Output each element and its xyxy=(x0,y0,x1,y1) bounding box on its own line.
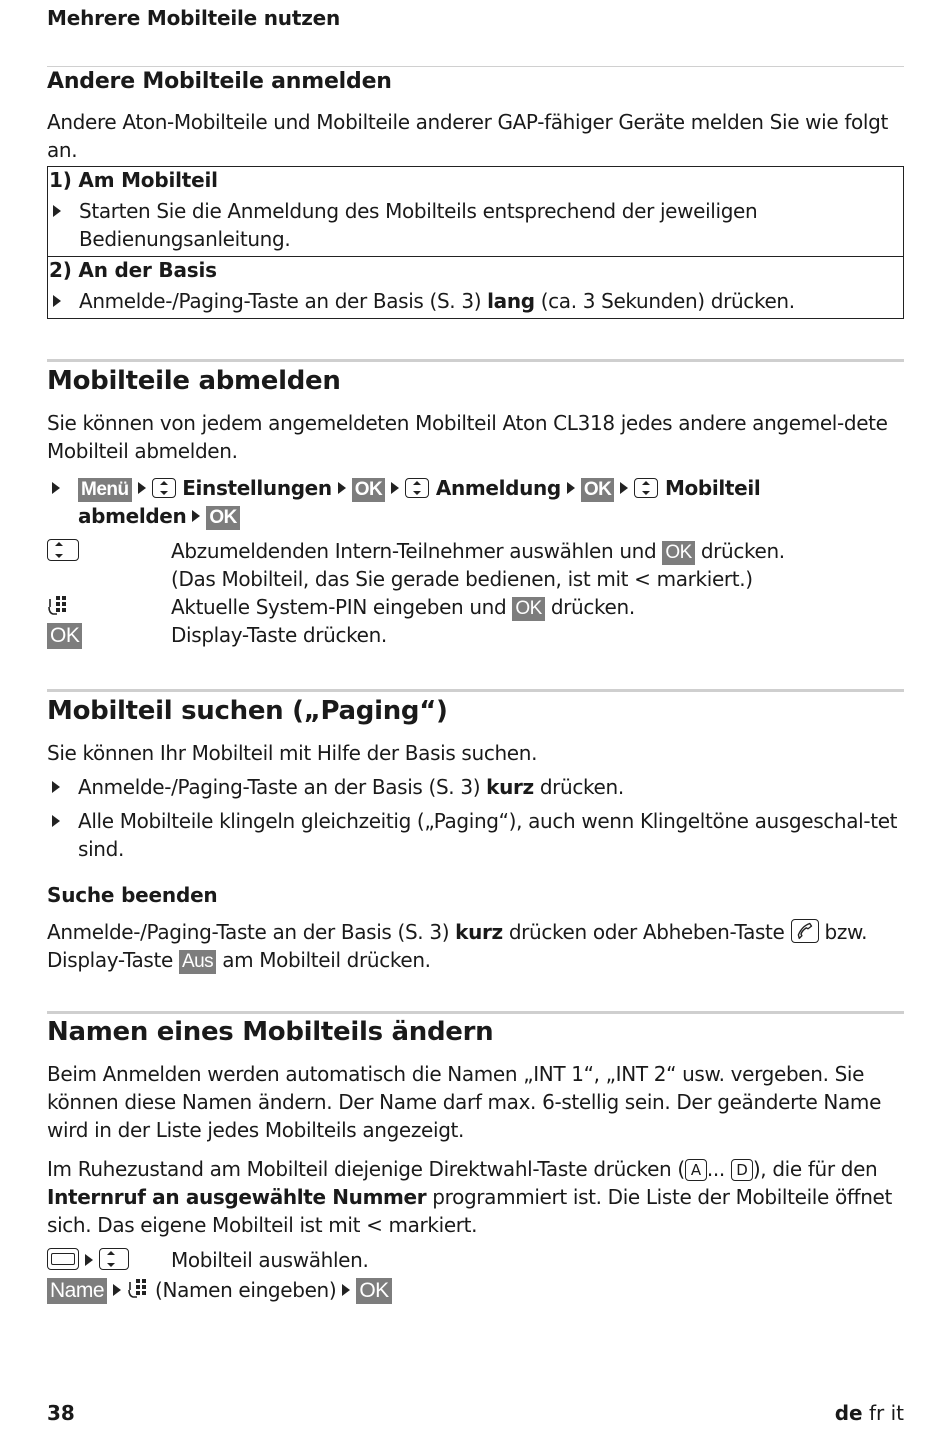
end-search-text: Anmelde-/Paging-Taste an der Basis (S. 3) kurz drücken oder Abheben-Taste bzw. Display-Taste Aus am Mobilteil drücken. xyxy=(47,920,868,972)
step-arrow-icon xyxy=(391,482,399,494)
ok-key: OK xyxy=(47,623,82,649)
nav-key-icon xyxy=(47,539,79,561)
language-indicator: de fr it xyxy=(834,1401,904,1425)
section-title-register: Andere Mobilteile anmelden xyxy=(47,69,392,94)
deregister-step-pin: Aktuelle System-PIN eingeben und OK drücken. xyxy=(171,595,635,619)
direct-key-icon xyxy=(47,1248,79,1270)
section-intro-paging: Sie können Ihr Mobilteil mit Hilfe der Basis suchen. xyxy=(47,741,538,765)
section-title-rename: Namen eines Mobilteils ändern xyxy=(47,1017,494,1047)
deregister-step-select: Abzumeldenden Intern-Teilnehmer auswählen und OK drücken. (Das Mobilteil, das Sie gerade bedienen, ist mit < markiert.) xyxy=(171,539,785,591)
step-arrow-icon xyxy=(342,1284,350,1296)
ok-key: OK xyxy=(662,541,694,565)
step-bullet-base: Anmelde-/Paging-Taste an der Basis (S. 3) lang (ca. 3 Sekunden) drücken. xyxy=(48,287,903,315)
section-rule xyxy=(47,1011,904,1014)
ok-key: OK xyxy=(206,506,240,530)
bullet-arrow-icon xyxy=(53,295,61,307)
step-arrow-icon xyxy=(338,482,346,494)
nav-key-icon xyxy=(634,478,658,498)
section-intro-register: Andere Aton-Mobilteile und Mobilteile anderer GAP-fähiger Geräte melden Sie wie folgt an. xyxy=(47,110,888,162)
ok-key: OK xyxy=(356,1278,391,1304)
keypad-icon xyxy=(47,595,69,617)
section-title-paging: Mobilteil suchen („Paging“) xyxy=(47,696,448,726)
nav-key-icon xyxy=(152,478,176,498)
step-arrow-icon xyxy=(620,482,628,494)
paging-bullet-ring: Alle Mobilteile klingeln gleichzeitig („Paging“), auch wenn Klingeltöne ausgeschal-tet sind. xyxy=(47,807,904,863)
section-title-deregister: Mobilteile abmelden xyxy=(47,366,341,396)
bullet-arrow-icon xyxy=(52,815,60,827)
ok-key: OK xyxy=(512,597,544,621)
bullet-arrow-icon xyxy=(52,781,60,793)
step-bullet-handset: Starten Sie die Anmeldung des Mobilteils entsprechend der jeweiligen Bedienungsanleitung. xyxy=(48,197,903,253)
nav-key-icon xyxy=(99,1248,129,1270)
nav-key-icon xyxy=(405,478,429,498)
step-arrow-icon xyxy=(113,1284,121,1296)
section-rule xyxy=(47,359,904,362)
rename-intro: Beim Anmelden werden automatisch die Namen „INT 1“, „INT 2“ usw. vergeben. Sie können diese Namen ändern. Der Name darf max. 6-stellig sein. Der geänderte Name wird in der Liste jedes Mobilteils angezeigt. xyxy=(47,1062,882,1142)
key-d-icon: D xyxy=(731,1159,753,1181)
name-key: Name xyxy=(47,1278,107,1304)
rename-step-name: Name (Namen eingeben) OK xyxy=(47,1276,547,1304)
step-heading-base: 2) An der Basis xyxy=(49,258,217,282)
rename-instructions: Im Ruhezustand am Mobilteil diejenige Direktwahl-Taste drücken ( A ... D ), die für den Internruf an ausgewählte Nummer programmiert ist. Die Liste der Mobilteile öffnet sich. Das eigene Mobilteil ist mit < markiert. xyxy=(47,1157,892,1237)
phone-key-icon xyxy=(791,919,819,943)
menu-path-deregister: Menü Einstellungen OK Anmeldung OK Mobilteil abmelden OK xyxy=(47,474,904,530)
register-steps-box xyxy=(47,166,904,319)
header-rule xyxy=(47,66,904,67)
paging-bullet-press: Anmelde-/Paging-Taste an der Basis (S. 3) kurz drücken. xyxy=(47,773,904,801)
bullet-arrow-icon xyxy=(53,205,61,217)
ok-key: OK xyxy=(581,478,615,502)
step-arrow-icon xyxy=(567,482,575,494)
bullet-arrow-icon xyxy=(52,482,60,494)
step-arrow-icon xyxy=(192,510,200,522)
step-heading-handset: 1) Am Mobilteil xyxy=(49,168,218,192)
section-intro-deregister: Sie können von jedem angemeldeten Mobilteil Aton CL318 jedes andere angemel-dete Mobilteil abmelden. xyxy=(47,411,888,463)
running-head: Mehrere Mobilteile nutzen xyxy=(47,6,341,30)
rename-step-select: Mobilteil auswählen. xyxy=(171,1248,369,1272)
off-key: Aus xyxy=(179,950,216,974)
keypad-icon xyxy=(127,1278,149,1300)
subsection-title-end-search: Suche beenden xyxy=(47,883,218,907)
menu-key: Menü xyxy=(78,478,132,502)
step-arrow-icon xyxy=(138,482,146,494)
section-rule xyxy=(47,689,904,692)
ok-key: OK xyxy=(352,478,386,502)
step-arrow-icon xyxy=(85,1254,93,1266)
page-number: 38 xyxy=(47,1401,75,1425)
deregister-step-confirm: Display-Taste drücken. xyxy=(171,623,387,647)
key-a-icon: A xyxy=(685,1159,707,1181)
